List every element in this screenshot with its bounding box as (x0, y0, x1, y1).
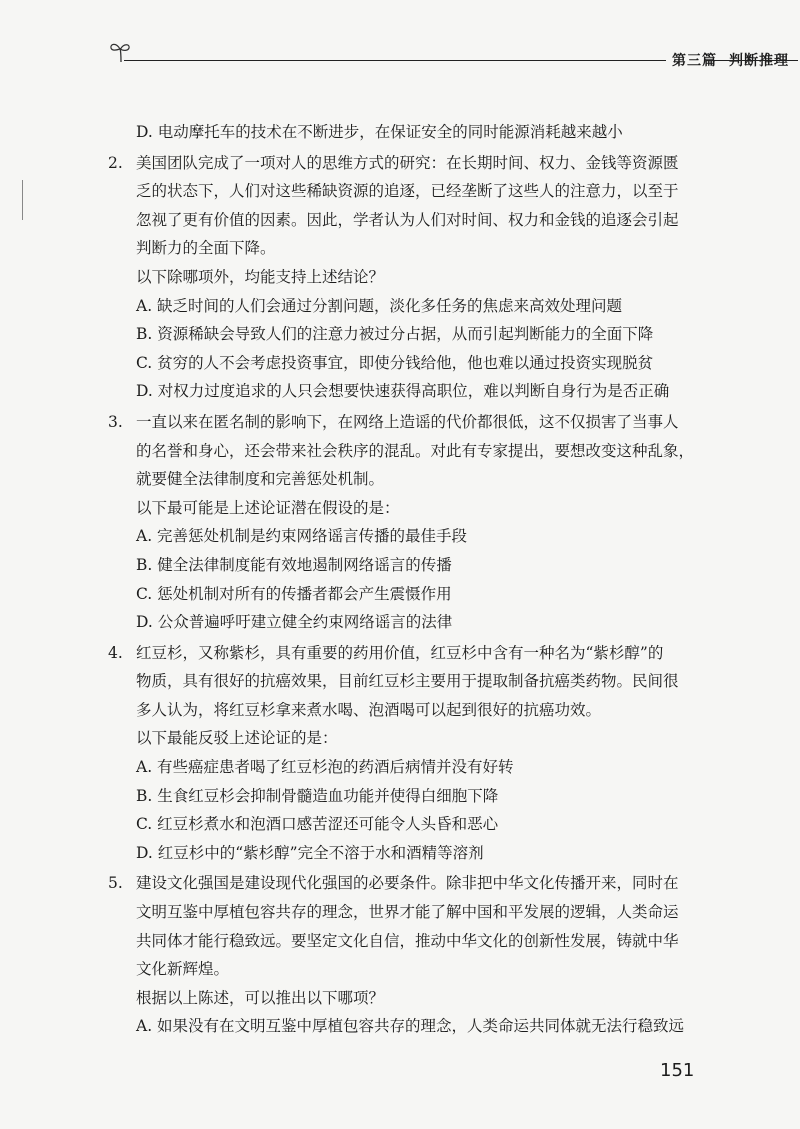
header-title: 判断推理 (729, 53, 789, 69)
stem-line: 文明互鉴中厚植包容共存的理念，世界才能了解中国和平发展的逻辑，人类命运 (136, 903, 679, 922)
question-number: 4. (108, 643, 123, 662)
question-number: 2. (108, 153, 123, 172)
header-rule-left (124, 60, 666, 61)
page-content (108, 118, 700, 1043)
option-c: C. 贫穷的人不会考虑投资事宜，即使分钱给他，他也难以通过投资实现脱贫 (136, 353, 654, 372)
stem-line: 一直以来在匿名制的影响下，在网络上造谣的代价都很低，这不仅损害了当事人 (136, 412, 679, 431)
stem-line: 的名誉和身心，还会带来社会秩序的混乱。对此有专家提出，要想改变这种乱象， (136, 441, 695, 460)
stem-line: 红豆杉，又称紫杉，具有重要的药用价值，红豆杉中含有一种名为“紫杉醇”的 (136, 643, 664, 662)
option-d: D. 红豆杉中的“紫杉醇”完全不溶于水和酒精等溶剂 (136, 843, 484, 862)
option-a: A. 有些癌症患者喝了红豆杉泡的药酒后病情并没有好转 (136, 758, 514, 777)
question-prompt: 以下最可能是上述论证潜在假设的是： (136, 498, 400, 517)
question-5 (108, 869, 700, 1041)
option-a: A. 完善惩处机制是约束网络谣言传播的最佳手段 (136, 527, 468, 546)
option-text: D. 电动摩托车的技术在不断进步，在保证安全的同时能源消耗越来越小 (136, 123, 623, 141)
page-number: 151 (660, 1060, 695, 1081)
question-4 (108, 639, 700, 868)
stem-line: 美国团队完成了一项对人的思维方式的研究：在长期时间、权力、金钱等资源匮 (136, 153, 679, 172)
stem-line: 建设文化强国是建设现代化强国的必要条件。除非把中华文化传播开来，同时在 (136, 874, 679, 893)
header-part: 第三篇 (672, 53, 717, 69)
scan-margin-mark (22, 180, 23, 220)
carryover-option-block (108, 118, 700, 147)
option-b: B. 健全法律制度能有效地遏制网络谣言的传播 (136, 555, 452, 574)
stem-line: 共同体才能行稳致远。要坚定文化自信，推动中华文化的创新性发展，铸就中华 (136, 931, 679, 950)
option-a: A. 如果没有在文明互鉴中厚植包容共存的理念，人类命运共同体就无法行稳致远 (136, 1017, 685, 1036)
option-c: C. 红豆杉煮水和泡酒口感苦涩还可能令人头昏和恶心 (136, 815, 499, 834)
header-rule-right (706, 60, 798, 61)
page-header (108, 38, 798, 68)
option-d: D. 公众普遍呼吁建立健全约束网络谣言的法律 (136, 613, 453, 632)
question-number: 3. (108, 412, 123, 431)
option-c: C. 惩处机制对所有的传播者都会产生震慑作用 (136, 584, 452, 603)
question-2 (108, 149, 700, 406)
option-a: A. 缺乏时间的人们会通过分割问题，淡化多任务的焦虑来高效处理问题 (136, 296, 623, 315)
stem-line: 就要健全法律制度和完善惩处机制。 (136, 470, 385, 489)
stem-line: 多人认为，将红豆杉拿来煮水喝、泡酒喝可以起到很好的抗癌功效。 (136, 700, 602, 719)
stem-line: 判断力的全面下降。 (136, 239, 276, 258)
question-prompt: 以下除哪项外，均能支持上述结论？ (136, 267, 385, 286)
question-prompt: 以下最能反驳上述论证的是： (136, 729, 338, 748)
question-3 (108, 408, 700, 637)
option-d: D. 对权力过度追求的人只会想要快速获得高职位，难以判断自身行为是否正确 (136, 382, 670, 401)
option-b: B. 资源稀缺会导致人们的注意力被过分占据，从而引起判断能力的全面下降 (136, 325, 654, 344)
stem-line: 忽视了更有价值的因素。因此，学者认为人们对时间、权力和金钱的追逐会引起 (136, 210, 679, 229)
stem-line: 文化新辉煌。 (136, 960, 230, 979)
stem-line: 乏的状态下，人们对这些稀缺资源的追逐，已经垄断了这些人的注意力，以至于 (136, 182, 679, 201)
option-b: B. 生食红豆杉会抑制骨髓造血功能并使得白细胞下降 (136, 786, 499, 805)
question-number: 5. (108, 874, 123, 893)
stem-line: 物质，具有很好的抗癌效果，目前红豆杉主要用于提取制备抗癌类药物。民间很 (136, 672, 679, 691)
question-prompt: 根据以上陈述，可以推出以下哪项？ (136, 988, 385, 1007)
